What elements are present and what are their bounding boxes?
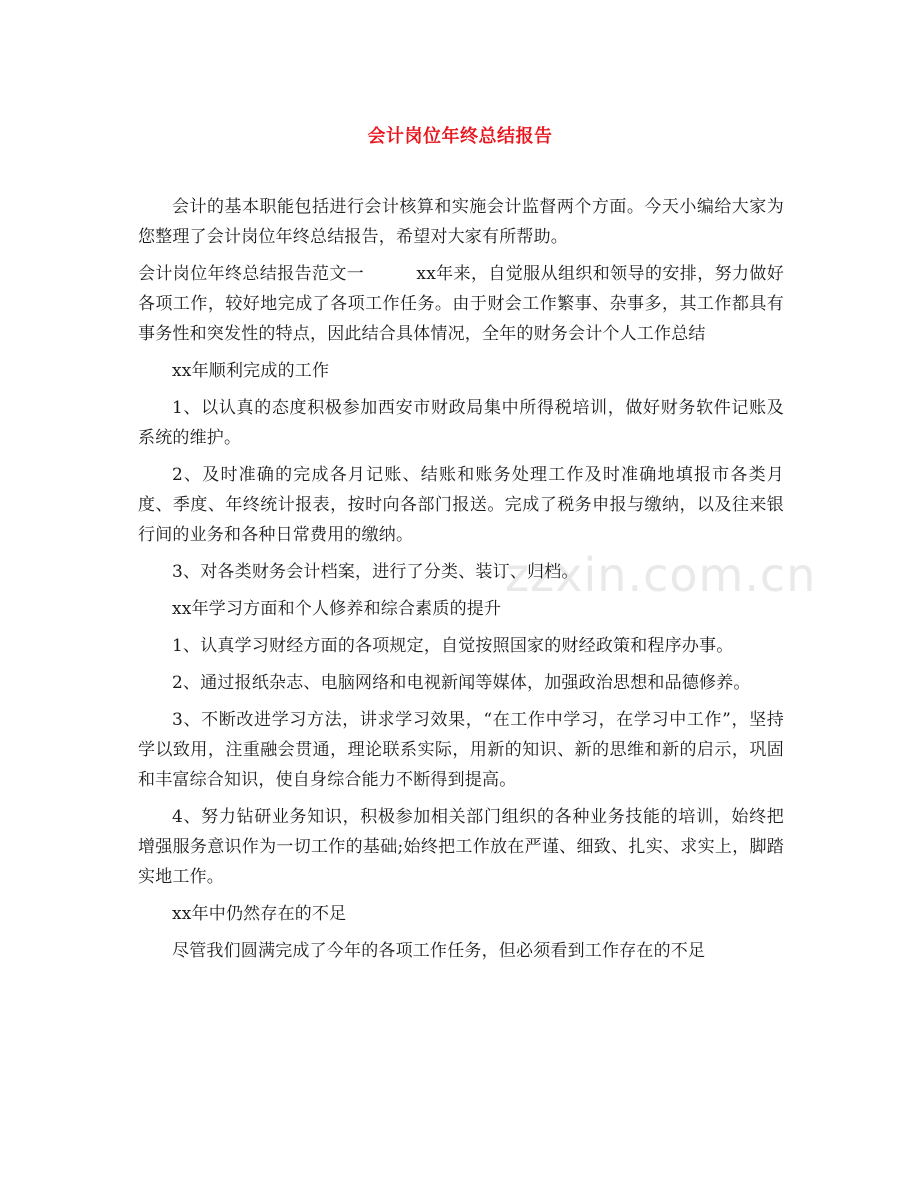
list-item-completed-2: 2、及时准确的完成各月记账、结账和账务处理工作及时准确地填报市各类月度、季度、年终统计报表，按时向各部门报送。完成了税务申报与缴纳，以及往来银行间的业务和各种日常费用的缴纳。 [138, 465, 784, 545]
list-item-learning-1: 1、认真学习财经方面的各项规定，自觉按照国家的财经政策和程序办事。 [172, 636, 734, 656]
watermark: zzxin.com.cn [505, 548, 817, 602]
list-item-learning-4: 4、努力钻研业务知识，积极参加相关部门组织的各种业务技能的培训，始终把增强服务意识作为一切工作的基础;始终把工作放在严谨、细致、扎实、求实上，脚踏实地工作。 [138, 807, 784, 887]
list-item-learning-2: 2、通过报纸杂志、电脑网络和电视新闻等媒体，加强政治思想和品德修养。 [172, 673, 751, 693]
list-item-completed-1: 1、以认真的态度积极参加西安市财政局集中所得税培训，做好财务软件记账及系统的维护。 [138, 398, 784, 448]
sample-heading-paragraph: 会计岗位年终总结报告范文一 xx年来，自觉服从组织和领导的安排，努力做好各项工作，较好地完成了各项工作任务。由于财会工作繁事、杂事多，其工作都具有事务性和突发性的特点，因此结合具体情况，全年的财务会计个人工作总结 [138, 264, 784, 344]
document-title: 会计岗位年终总结报告 [367, 126, 553, 147]
shortcomings-paragraph: 尽管我们圆满完成了今年的各项工作任务，但必须看到工作存在的不足 [172, 941, 706, 961]
section-heading-shortcomings: xx年中仍然存在的不足 [172, 904, 347, 924]
section-heading-learning: xx年学习方面和个人修养和综合素质的提升 [172, 599, 502, 619]
list-item-completed-3: 3、对各类财务会计档案，进行了分类、装订、归档。 [172, 562, 579, 582]
list-item-learning-3: 3、不断改进学习方法，讲求学习效果，“在工作中学习，在学习中工作”，坚持学以致用，注重融会贯通，理论联系实际，用新的知识、新的思维和新的启示，巩固和丰富综合知识，使自身综合能力不断得到提高。 [138, 710, 784, 790]
section-heading-completed-work: xx年顺利完成的工作 [172, 361, 330, 381]
document-body [138, 192, 784, 973]
intro-paragraph: 会计的基本职能包括进行会计核算和实施会计监督两个方面。今天小编给大家为您整理了会计岗位年终总结报告，希望对大家有所帮助。 [138, 197, 784, 247]
